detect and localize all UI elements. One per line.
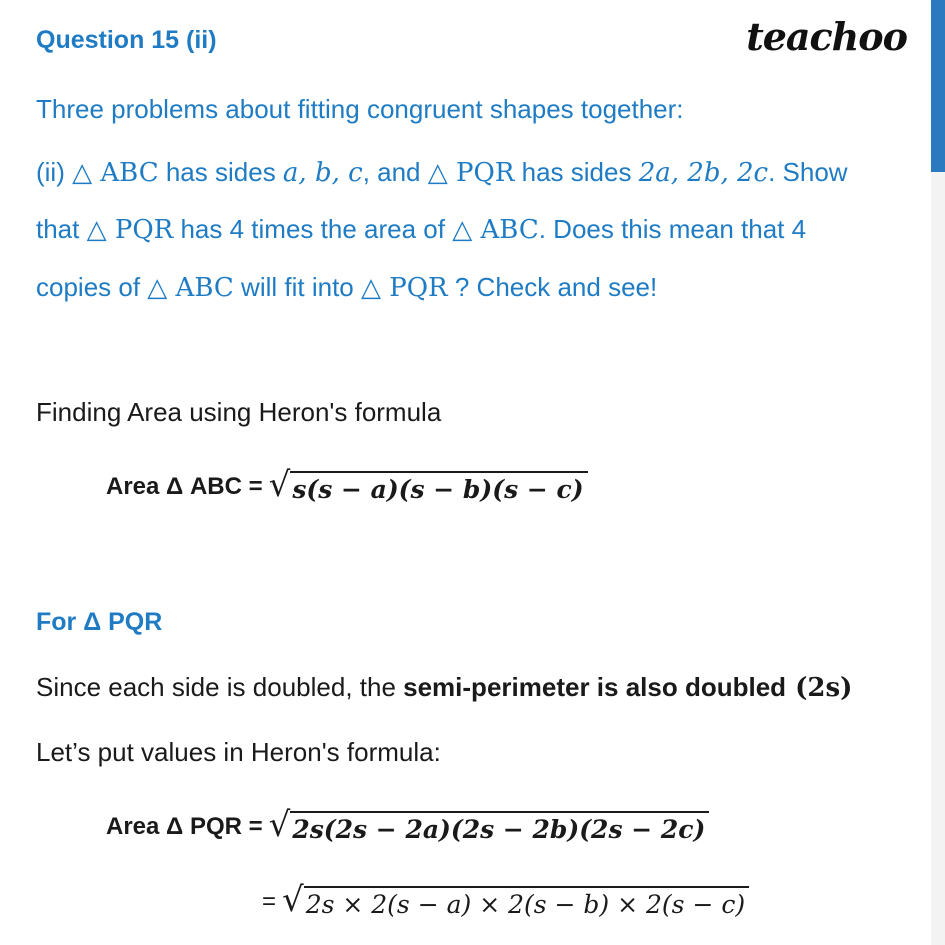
sqrt-abc: √ s(s − a)(s − b)(s − c)	[269, 468, 588, 505]
area-pqr-formula: Area Δ PQR = √ 2s(2s − 2a)(2s − 2b)(2s − 2c)	[106, 808, 709, 845]
question-title: Question 15 (ii)	[36, 26, 217, 54]
scrollbar-thumb[interactable]	[931, 0, 945, 172]
question-line-1: Three problems about fitting congruent shapes together:	[36, 94, 684, 124]
lets-put-text: Let’s put values in Heron's formula:	[36, 737, 441, 767]
finding-area-text: Finding Area using Heron's formula	[36, 397, 442, 427]
question-line-2: (ii) △ ABC has sides a, b, c, and △ PQR has sides 2a, 2b, 2c. Show	[36, 157, 848, 188]
triangle-pqr-ref: △ PQR	[427, 158, 515, 188]
sides-pqr: 2a, 2b, 2c	[638, 158, 769, 188]
area-abc-formula: Area Δ ABC = √ s(s − a)(s − b)(s − c)	[106, 468, 588, 505]
question-line-4: copies of △ ABC will fit into △ PQR ? Check and see!	[36, 272, 658, 303]
triangle-abc-ref: △ ABC	[72, 158, 159, 188]
for-pqr-heading: For Δ PQR	[36, 608, 163, 636]
sqrt-pqr: √ 2s(2s − 2a)(2s − 2b)(2s − 2c)	[269, 808, 710, 845]
radical-sign-icon: √	[268, 465, 291, 505]
radical-sign-icon: √	[282, 880, 304, 920]
since-doubled-text: Since each side is doubled, the semi-perimeter is also doubled (2s)	[36, 672, 853, 703]
sides-abc: a, b, c	[282, 158, 363, 188]
expanded-formula: = √ 2s × 2(s − a) × 2(s − b) × 2(s − c)	[262, 883, 749, 920]
question-line-3: that △ PQR has 4 times the area of △ ABC. Does this mean that 4	[36, 214, 807, 245]
sqrt-expanded: √ 2s × 2(s − a) × 2(s − b) × 2(s − c)	[282, 883, 749, 920]
radical-sign-icon: √	[268, 805, 291, 845]
teachoo-logo: teachoo	[746, 14, 907, 59]
